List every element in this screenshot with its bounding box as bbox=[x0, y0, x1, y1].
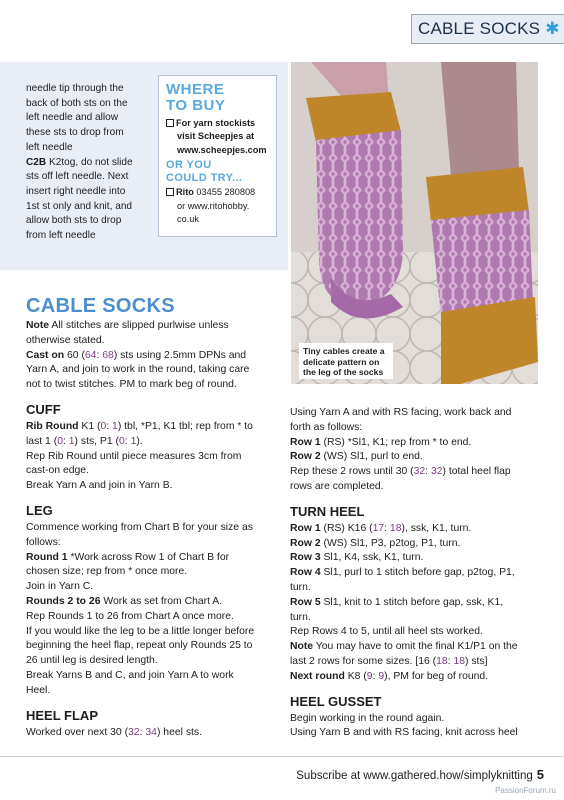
text-line: Commence working from Chart B for your size as bbox=[26, 521, 253, 533]
note2-line bbox=[290, 640, 542, 655]
text: ) heel sts. bbox=[156, 726, 202, 738]
text: : bbox=[425, 466, 431, 478]
text: All stitches are slipped purlwise unless bbox=[49, 320, 229, 331]
intro-text bbox=[26, 82, 154, 244]
section-title: CABLE SOCKS bbox=[418, 19, 541, 38]
left-column bbox=[26, 319, 278, 740]
th-row1-line bbox=[290, 522, 542, 537]
text-line: Using Yarn B and with RS facing, knit across heel bbox=[290, 727, 518, 739]
text: Rep these 2 rows until 30 ( bbox=[290, 466, 414, 478]
size-value: 18 bbox=[453, 655, 465, 667]
term: Row 2 bbox=[290, 537, 321, 549]
size-value: 64 bbox=[84, 349, 97, 361]
heel-flap-heading: HEEL FLAP bbox=[26, 707, 98, 723]
heel-flap-line bbox=[26, 726, 278, 741]
size-value: 1 bbox=[68, 435, 75, 447]
term: Note bbox=[26, 320, 50, 331]
th-row5-line bbox=[290, 596, 542, 611]
text: Sl1, K4, ssk, K1, turn. bbox=[320, 552, 424, 564]
intro-line: sts off left needle. Next bbox=[26, 171, 129, 183]
intro-line: allow both sts to drop bbox=[26, 215, 122, 227]
text-line: cast-on edge. bbox=[26, 465, 89, 477]
text: ). bbox=[136, 435, 143, 447]
text: ) total heel flap bbox=[442, 466, 511, 478]
checkbox-icon bbox=[166, 119, 174, 127]
stockist-link[interactable]: www.scheepjes.com bbox=[177, 144, 267, 155]
term: Note bbox=[290, 641, 314, 653]
size-value: 0 bbox=[100, 420, 107, 432]
text: ), PM for beg of round. bbox=[384, 670, 489, 682]
text-line: chosen size; rep from * once more. bbox=[26, 566, 188, 578]
watermark: PassionForum.ru bbox=[495, 786, 556, 795]
text: last 1 ( bbox=[26, 435, 58, 447]
text-line: turn. bbox=[290, 611, 311, 623]
text: ) sts using 2.5mm DPNs and bbox=[113, 349, 247, 361]
rib-round-line bbox=[26, 435, 278, 450]
text-line: Using Yarn A and with RS facing, work back and bbox=[290, 407, 512, 418]
text: Sl1, purl to 1 stitch before gap, p2tog, P1, bbox=[320, 567, 515, 579]
intro-line: left needle bbox=[26, 141, 73, 153]
size-value: 0 bbox=[119, 435, 125, 447]
row1-line bbox=[290, 436, 542, 451]
footer-divider bbox=[0, 756, 564, 757]
text-line: not to twist stitches. PM to mark beg of round. bbox=[26, 379, 237, 391]
text: (RS) *Sl1, K1; rep from * to end. bbox=[320, 436, 472, 448]
term: Row 4 bbox=[290, 567, 321, 579]
rounds-line bbox=[26, 595, 278, 610]
could-try-heading: COULD TRY... bbox=[166, 171, 243, 184]
heel-gusset-heading: HEEL GUSSET bbox=[290, 693, 382, 709]
intro-line: needle tip through the bbox=[26, 83, 124, 94]
text-line: follows: bbox=[26, 536, 61, 548]
size-value: 68 bbox=[102, 349, 114, 361]
text: K8 ( bbox=[344, 670, 367, 682]
caption-line: delicate pattern on bbox=[303, 356, 380, 367]
term: Next round bbox=[290, 670, 345, 682]
intro-line: back of both sts on the bbox=[26, 97, 128, 109]
where-heading: WHERE bbox=[166, 81, 225, 98]
socks-illustration bbox=[291, 62, 538, 384]
socks-photo bbox=[291, 62, 538, 384]
size-value: 17 bbox=[372, 522, 385, 534]
rep-rows-line bbox=[290, 465, 542, 480]
term: Rounds 2 to 26 bbox=[26, 595, 101, 607]
term: Row 2 bbox=[290, 451, 321, 463]
term: Round 1 bbox=[26, 551, 68, 563]
intro-line: insert right needle into bbox=[26, 185, 126, 197]
note2-line bbox=[290, 655, 542, 670]
text-line: 26 until leg is desired length. bbox=[26, 655, 158, 667]
where-to-buy-box bbox=[158, 75, 277, 237]
text: : bbox=[106, 420, 113, 432]
stockist-text: visit Scheepjes at bbox=[177, 131, 255, 142]
text: : bbox=[139, 726, 146, 738]
text: 60 ( bbox=[64, 349, 85, 361]
text: : bbox=[384, 522, 390, 534]
text-line: If you would like the leg to be a little longer before bbox=[26, 625, 255, 637]
term: Row 3 bbox=[290, 552, 321, 564]
where-heading: TO BUY bbox=[166, 97, 226, 114]
stockist-name: Rito bbox=[176, 187, 194, 198]
text: Work as set from Chart A. bbox=[100, 595, 223, 607]
text-line: rows are completed. bbox=[290, 480, 384, 492]
th-row3-line bbox=[290, 551, 542, 566]
text: (RS) K16 ( bbox=[320, 522, 373, 534]
text-line: Heel. bbox=[26, 684, 51, 696]
text: ) sts, P1 ( bbox=[74, 435, 119, 447]
size-value: 32 bbox=[413, 466, 426, 478]
could-try-heading: OR YOU bbox=[166, 159, 212, 172]
section-header-tab bbox=[411, 14, 564, 44]
text-line: Rep Rows 4 to 5, until all heel sts worked. bbox=[290, 626, 483, 638]
text-line: Rep Rounds 1 to 26 from Chart A once more. bbox=[26, 610, 234, 622]
size-value: 18 bbox=[436, 655, 448, 667]
size-value: 1 bbox=[130, 435, 137, 447]
term: Row 1 bbox=[290, 522, 321, 534]
intro-line: these sts to drop from bbox=[26, 127, 124, 139]
text: : bbox=[62, 435, 69, 447]
page-number: 5 bbox=[536, 767, 544, 782]
th-row2-line bbox=[290, 537, 542, 552]
stockist-text: For yarn stockists bbox=[176, 118, 256, 128]
size-value: 32 bbox=[128, 726, 140, 738]
text: ) sts] bbox=[465, 655, 488, 667]
th-row4-line bbox=[290, 566, 542, 581]
stockist-phone: 03455 280808 bbox=[193, 187, 256, 198]
flower-icon: ✱ bbox=[545, 19, 560, 38]
text: K1 ( bbox=[78, 420, 101, 432]
term: Row 5 bbox=[290, 596, 321, 608]
rib-round-line bbox=[26, 420, 278, 435]
text: : bbox=[447, 655, 454, 667]
turn-heel-heading: TURN HEEL bbox=[290, 503, 365, 519]
cuff-heading: CUFF bbox=[26, 401, 61, 417]
intro-line: 1st st only and knit, and bbox=[26, 200, 133, 212]
text: ), ssk, K1, turn. bbox=[401, 522, 472, 534]
stockist-item bbox=[166, 186, 276, 226]
text-line: turn. bbox=[290, 581, 311, 593]
text: last 2 rows for some sizes. [16 ( bbox=[290, 655, 437, 667]
intro-line: left needle and allow bbox=[26, 112, 119, 124]
text: : bbox=[96, 349, 103, 361]
text-line: Break Yarns B and C, and join Yarn A to work bbox=[26, 669, 234, 681]
text-line: beginning the heel flap, repeat only Rounds 25 to bbox=[26, 640, 253, 652]
text: ) tbl, *P1, K1 tbl; rep from * to bbox=[117, 420, 253, 432]
term: Rib Round bbox=[26, 420, 79, 432]
photo-caption bbox=[299, 343, 393, 379]
stockist-link[interactable]: or www.ritohobby. bbox=[177, 200, 250, 211]
c2b-text: K2tog, do not slide bbox=[46, 156, 133, 168]
size-value: 1 bbox=[112, 420, 118, 432]
checkbox-icon bbox=[166, 188, 174, 196]
pattern-title: CABLE SOCKS bbox=[26, 295, 175, 317]
size-value: 34 bbox=[145, 726, 157, 738]
size-value: 32 bbox=[430, 466, 443, 478]
term: Row 1 bbox=[290, 436, 321, 448]
text: You may have to omit the final K1/P1 on the bbox=[313, 641, 518, 653]
text-line: Yarn A, and join to work in the round, taking care bbox=[26, 364, 250, 376]
text: *Work across Row 1 of Chart B for bbox=[67, 551, 230, 563]
subscribe-link[interactable]: Subscribe at www.gathered.how/simplyknitting bbox=[296, 770, 533, 782]
cast-on-line bbox=[26, 349, 278, 364]
right-column bbox=[290, 406, 542, 741]
leg-heading: LEG bbox=[26, 502, 53, 518]
size-value: 9 bbox=[366, 670, 373, 682]
round1-line bbox=[26, 551, 278, 566]
text-line: Break Yarn A and join in Yarn B. bbox=[26, 480, 173, 492]
text: (WS) Sl1, P3, p2tog, P1, turn. bbox=[320, 537, 461, 549]
text-line: Begin working in the round again. bbox=[290, 712, 445, 724]
stockist-link[interactable]: co.uk bbox=[177, 214, 199, 225]
c2b-term: C2B bbox=[26, 156, 47, 168]
intro-line: from left needle bbox=[26, 230, 96, 242]
text: Sl1, knit to 1 stitch before gap, ssk, K1, bbox=[320, 596, 504, 608]
text-line: Join in Yarn C. bbox=[26, 581, 94, 593]
text-line: forth as follows: bbox=[290, 421, 363, 433]
text: : bbox=[372, 670, 379, 682]
caption-line: the leg of the socks bbox=[303, 367, 384, 378]
size-value: 9 bbox=[378, 670, 385, 682]
text-line: otherwise stated. bbox=[26, 334, 105, 346]
text-line: Rep Rib Round until piece measures 3cm from bbox=[26, 450, 242, 462]
text: (WS) Sl1, purl to end. bbox=[320, 451, 423, 463]
caption-line: Tiny cables create a bbox=[303, 346, 385, 356]
footer bbox=[296, 767, 544, 782]
stockist-item bbox=[166, 117, 276, 157]
text: Worked over next 30 ( bbox=[26, 726, 129, 738]
term: Cast on bbox=[26, 349, 65, 361]
size-value: 18 bbox=[389, 522, 402, 534]
row2-line bbox=[290, 450, 542, 465]
note-line bbox=[26, 319, 278, 334]
next-round-line bbox=[290, 670, 542, 685]
text: : bbox=[124, 435, 131, 447]
c2b-definition bbox=[26, 156, 154, 171]
size-value: 0 bbox=[57, 435, 63, 447]
